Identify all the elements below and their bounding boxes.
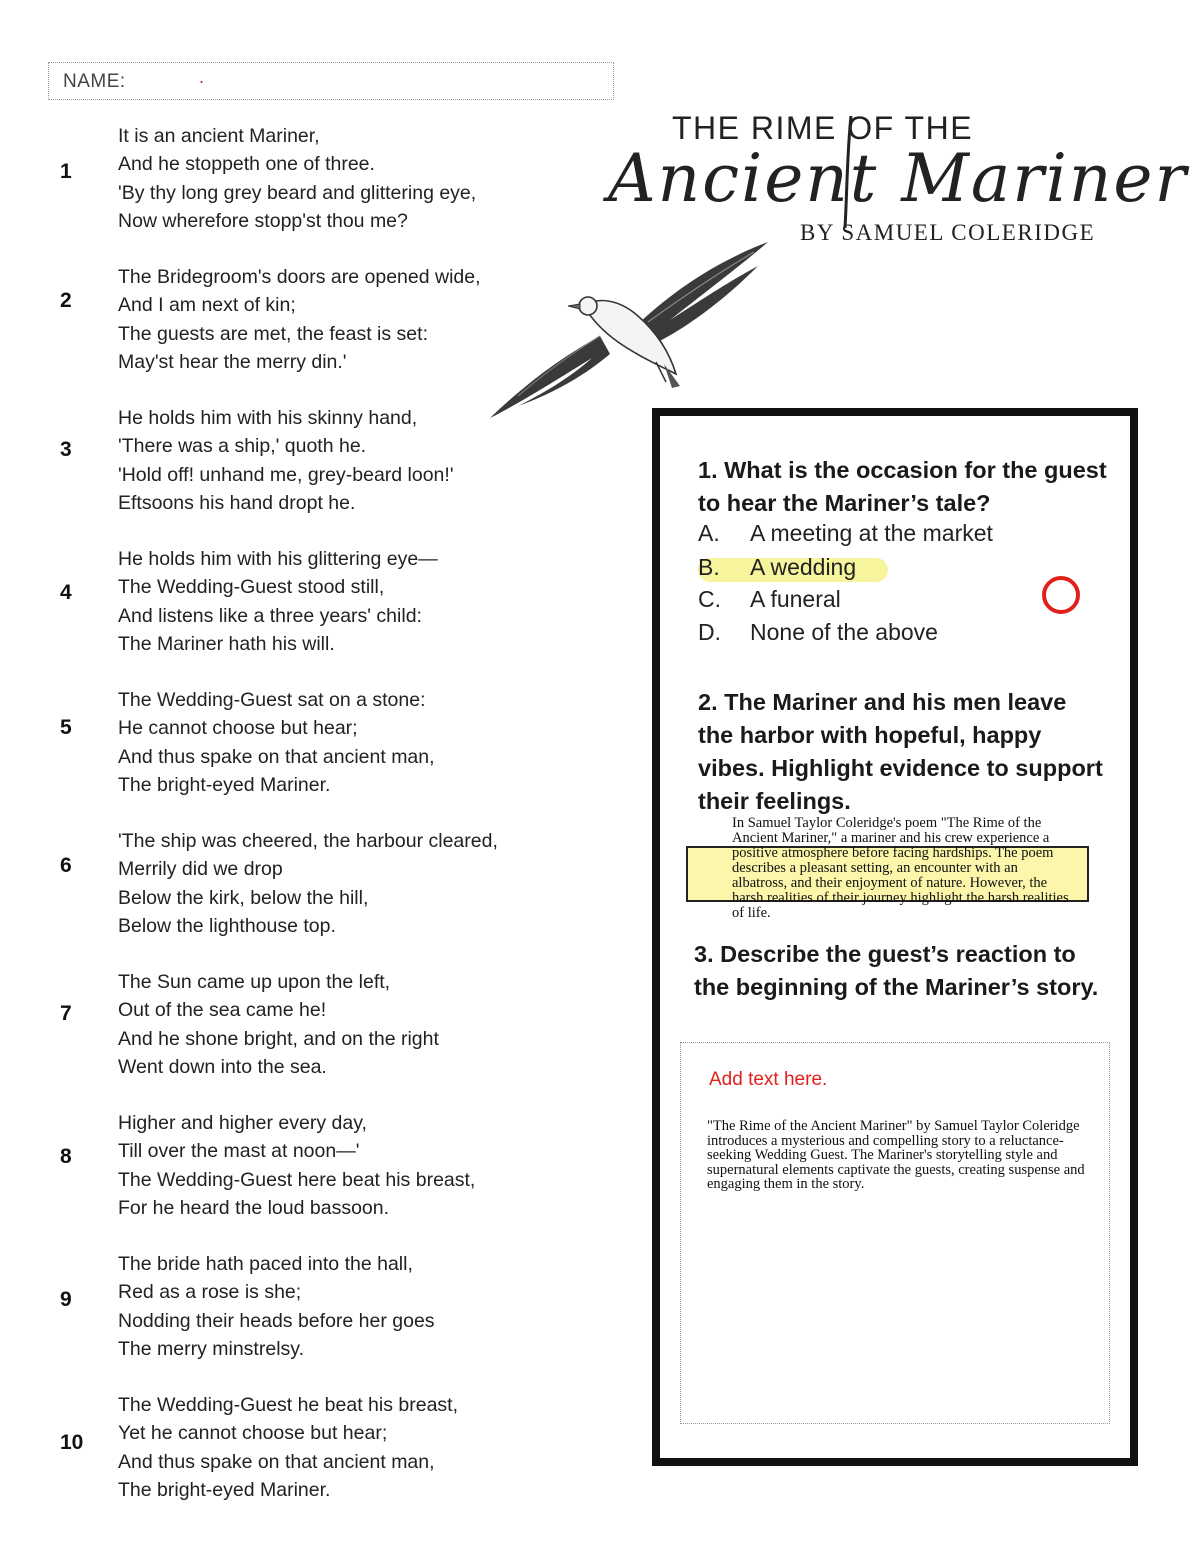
- poem-line: The bright-eyed Mariner.: [118, 773, 331, 796]
- option-c[interactable]: [698, 586, 841, 613]
- stanza-number: 2: [60, 289, 72, 312]
- option-letter: C.: [698, 586, 721, 612]
- name-label: NAME:: [63, 71, 126, 92]
- poem-line: He cannot choose but hear;: [118, 717, 358, 740]
- option-letter: D.: [698, 619, 721, 645]
- poem-line: 'Hold off! unhand me, grey-beard loon!': [118, 463, 454, 486]
- poem-line: And thus spake on that ancient man,: [118, 745, 435, 768]
- poem-line: He holds him with his glittering eye—: [118, 548, 438, 570]
- poem-line: It is an ancient Mariner,: [118, 125, 320, 147]
- option-text: A funeral: [750, 586, 841, 612]
- poem-line: The Bridegroom's doors are opened wide,: [118, 266, 481, 288]
- poem-line: Out of the sea came he!: [118, 999, 327, 1022]
- question-2-text: 2. The Mariner and his men leave the harbor with hopeful, happy vibes. Highlight evidence to support their feelings.: [698, 689, 1103, 814]
- option-letter: A.: [698, 520, 720, 546]
- option-text: A wedding: [750, 554, 857, 580]
- option-b[interactable]: [698, 554, 856, 581]
- question-3-answer[interactable]: "The Rime of the Ancient Mariner" by Samuel Taylor Coleridge introduces a mysterious and compelling story to a reluctance- seeking Wedding Guest. The Mariner's storytelling style and supernatural elements captivate the guests, creating suspense and engaging them in the story.: [707, 1118, 1085, 1192]
- question-2-answer[interactable]: In Samuel Taylor Coleridge's poem "The Rime of the Ancient Mariner," a mariner and his crew experience a positive atmosphere before facing hardships. The poem describes a pleasant setting, an encounter with an albatross, and their enjoyment of nature. However, the harsh realities of their journey highlight the harsh realities of life.: [732, 815, 1069, 921]
- poem-line: Till over the mast at noon—': [118, 1140, 360, 1163]
- poem-line: Higher and higher every day,: [118, 1112, 367, 1134]
- poem-line: The Wedding-Guest stood still,: [118, 576, 385, 599]
- title-top: THE RIME OF THE: [672, 110, 974, 146]
- stanza-number: 7: [60, 1002, 72, 1025]
- poem-line: Nodding their heads before her goes: [118, 1309, 435, 1332]
- poem-line: 'The ship was cheered, the harbour cleared,: [118, 830, 498, 852]
- poem-line: Yet he cannot choose but hear;: [118, 1422, 388, 1445]
- stanza-number: 10: [60, 1431, 84, 1454]
- stanza-number: 4: [60, 581, 72, 604]
- stanza-number: 3: [60, 438, 72, 461]
- poem-line: The guests are met, the feast is set:: [118, 322, 428, 345]
- poem-line: The Wedding-Guest sat on a stone:: [118, 689, 426, 711]
- poem-line: And he shone bright, and on the right: [118, 1027, 439, 1050]
- poem-line: Eftsoons his hand dropt he.: [118, 491, 356, 514]
- question-1-text: 1. What is the occasion for the guest to hear the Mariner’s tale?: [698, 457, 1107, 516]
- poem-line: And thus spake on that ancient man,: [118, 1450, 435, 1473]
- title-byline: BY SAMUEL COLERIDGE: [800, 220, 1096, 245]
- option-d[interactable]: [698, 619, 938, 646]
- poem-line: Below the kirk, below the hill,: [118, 886, 369, 909]
- poem-line: May'st hear the merry din.': [118, 350, 347, 373]
- poem-line: Now wherefore stopp'st thou me?: [118, 209, 408, 232]
- poem-line: 'There was a ship,' quoth he.: [118, 435, 367, 458]
- albatross-icon: [488, 236, 770, 422]
- poem-line: The Wedding-Guest here beat his breast,: [118, 1168, 476, 1191]
- poem-line: Merrily did we drop: [118, 858, 283, 881]
- poem-line: The Wedding-Guest he beat his breast,: [118, 1394, 459, 1416]
- stanza-number: 1: [60, 160, 72, 183]
- questions-panel: [652, 408, 1138, 1466]
- option-a[interactable]: [698, 520, 993, 547]
- option-text: None of the above: [750, 619, 938, 645]
- red-circle-marker[interactable]: [1042, 576, 1080, 614]
- poem-line: And he stoppeth one of three.: [118, 153, 375, 176]
- stanza-number: 9: [60, 1288, 72, 1311]
- poem-line: The Mariner hath his will.: [118, 632, 335, 655]
- title-script: Ancient Mariner: [608, 140, 1189, 217]
- question-3-answer-box[interactable]: [680, 1042, 1110, 1424]
- stanza-number: 6: [60, 854, 72, 877]
- stanza-number: 5: [60, 716, 72, 739]
- poem-line: Red as a rose is she;: [118, 1281, 302, 1304]
- stanza-number: 8: [60, 1145, 72, 1168]
- poem-line: The bright-eyed Mariner.: [118, 1478, 331, 1501]
- poem-line: 'By thy long grey beard and glittering eye,: [118, 181, 477, 204]
- name-field[interactable]: [48, 62, 614, 100]
- poem-line: He holds him with his skinny hand,: [118, 407, 418, 429]
- poem-line: Below the lighthouse top.: [118, 914, 336, 937]
- poem-line: And I am next of kin;: [118, 294, 296, 317]
- poem-line: The merry minstrelsy.: [118, 1337, 304, 1360]
- poem-line: The Sun came up upon the left,: [118, 971, 391, 993]
- poem-line: The bride hath paced into the hall,: [118, 1253, 413, 1275]
- add-text-placeholder[interactable]: Add text here.: [709, 1069, 828, 1090]
- option-letter: B.: [698, 554, 720, 580]
- poem-line: And listens like a three years' child:: [118, 604, 422, 627]
- option-text: A meeting at the market: [750, 520, 993, 546]
- question-3-text: 3. Describe the guest’s reaction to the beginning of the Mariner’s story.: [694, 941, 1099, 1000]
- poem-line: For he heard the loud bassoon.: [118, 1196, 390, 1219]
- poem-line: Went down into the sea.: [118, 1055, 327, 1078]
- name-value[interactable]: .: [199, 67, 205, 87]
